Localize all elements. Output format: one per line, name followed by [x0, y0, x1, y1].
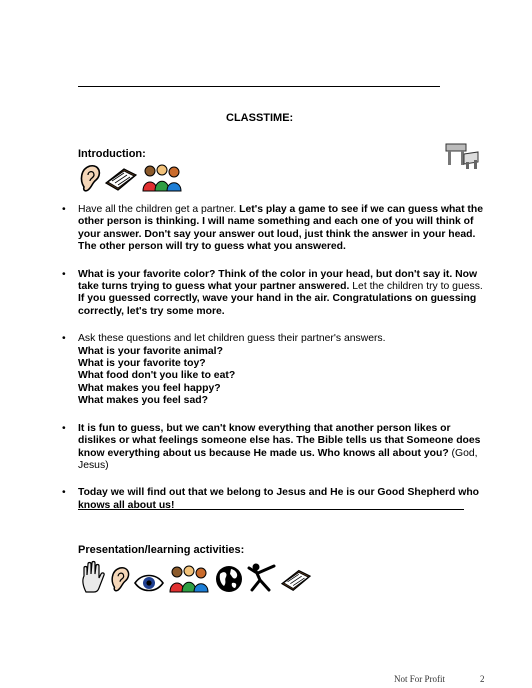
list-item: [62, 269, 490, 319]
bullet-text: It is fun to guess, but we can't know everything that another person likes or dislikes or what feelings someone else has. The Bible tells us that Someone does know everything about us because He made us. Who knows all about you? (God, Jesus): [78, 422, 481, 471]
list-item: [62, 423, 490, 473]
question-line: What is your favorite toy?: [78, 358, 206, 370]
children-group-icon: [140, 163, 184, 198]
bible-icon: [280, 564, 312, 599]
presentation-heading: Presentation/learning activities:: [78, 544, 245, 556]
page-number: 2: [480, 674, 485, 684]
footer-text: Not For Profit: [394, 674, 446, 684]
list-item: [62, 333, 490, 407]
children-group-icon: [167, 564, 211, 599]
lesson-bullet-list: [62, 204, 490, 527]
question-line: What is your favorite animal?: [78, 345, 223, 357]
presentation-icons: [80, 560, 312, 599]
middle-rule: [78, 509, 464, 510]
question-line: What makes you feel sad?: [78, 395, 208, 407]
ear-icon: [109, 564, 131, 599]
bullet-marker: •: [62, 333, 66, 345]
bible-icon: [104, 163, 138, 198]
hand-icon: [80, 560, 106, 599]
bullet-text: Ask these questions and let children guess their partner's answers. What is your favorite animal? What is your favorite toy? What food don't you like to eat? What makes you feel happy? What makes you feel sad?: [78, 333, 490, 407]
section-title: CLASSTIME:: [226, 112, 294, 124]
bullet-marker: •: [62, 422, 66, 434]
classroom-desk-icon: [444, 140, 480, 175]
ear-icon: [78, 163, 102, 198]
eye-icon: [134, 572, 164, 599]
intro-icons: [78, 163, 184, 198]
bullet-text: What is your favorite color? Think of the color in your head, but don't say it. Now take turns trying to guess what your partner answered. Let the children try to guess. If you guessed correctly, wave your hand in the air. Congratulations on guessing correctly, let's try some more.: [78, 268, 483, 317]
question-line: What makes you feel happy?: [78, 382, 221, 394]
bullet-marker: •: [62, 204, 66, 215]
top-rule: [78, 86, 440, 87]
exercise-icon: [247, 562, 277, 599]
bullet-marker: •: [62, 268, 66, 280]
globe-icon: [214, 564, 244, 599]
intro-heading: Introduction:: [78, 148, 146, 160]
list-item: [62, 204, 490, 254]
bullet-marker: •: [62, 487, 66, 499]
bullet-text: Have all the children get a partner. Let's play a game to see if we can guess what the other person is thinking. I will name something and each one of you will think of your answer. Don't say your answer out loud, just think the answer in your head. The other person will try to guess what you answered.: [78, 204, 484, 253]
question-line: What food don't you like to eat?: [78, 370, 236, 382]
bullet-text: Today we will find out that we belong to Jesus and He is our Good Shepherd who knows all about us!: [78, 487, 480, 511]
